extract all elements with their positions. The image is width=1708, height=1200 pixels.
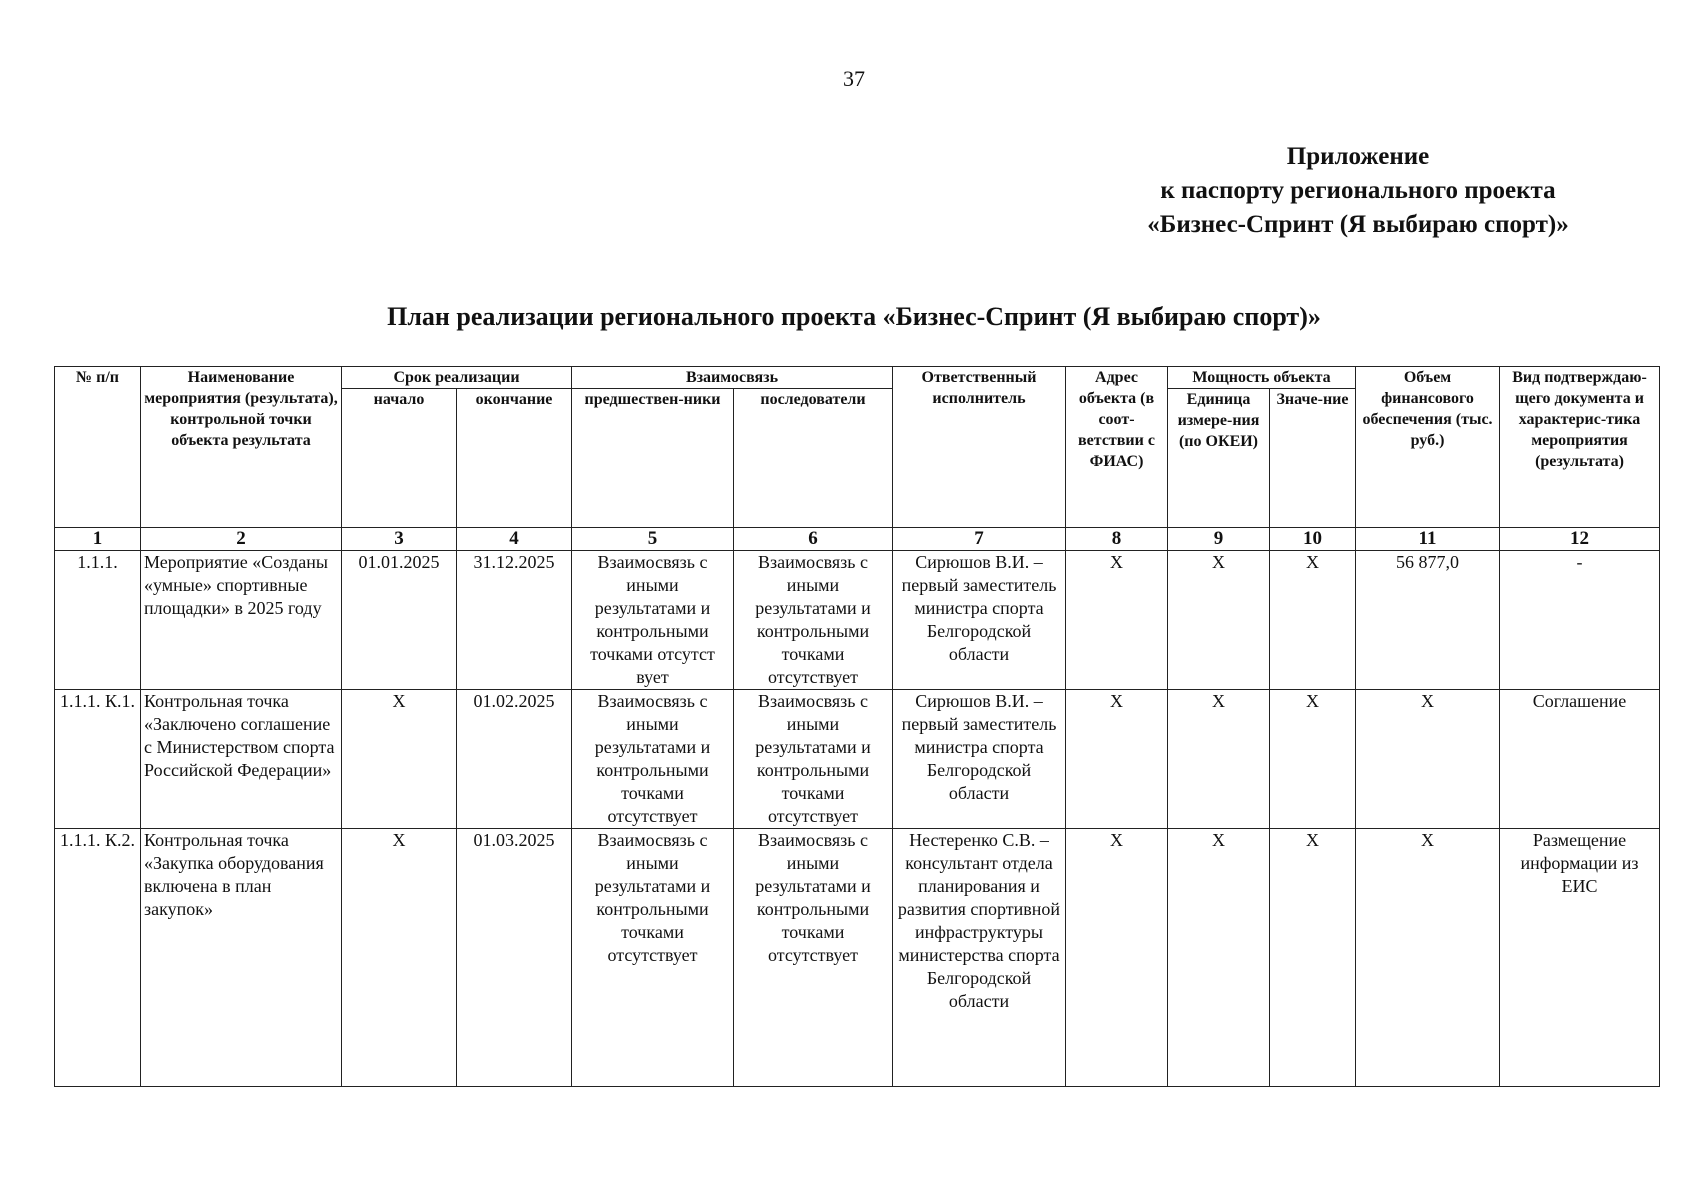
header-responsible: Ответственный исполнитель xyxy=(893,367,1066,528)
cell-address: X xyxy=(1066,829,1168,1087)
header-end: окончание xyxy=(457,389,572,528)
column-number: 9 xyxy=(1168,528,1270,551)
header-name: Наименование мероприятия (результата), контрольной точки объекта результата xyxy=(141,367,342,528)
appendix-heading xyxy=(1098,140,1618,242)
cell-value: X xyxy=(1270,551,1356,690)
header-value: Значе-ние xyxy=(1270,389,1356,528)
cell-end: 01.03.2025 xyxy=(457,829,572,1087)
cell-financing: X xyxy=(1356,690,1500,829)
cell-start: 01.01.2025 xyxy=(342,551,457,690)
column-number: 6 xyxy=(734,528,893,551)
header-capacity: Мощность объекта xyxy=(1168,367,1356,389)
column-number: 7 xyxy=(893,528,1066,551)
cell-document: Размещение информации из ЕИС xyxy=(1500,829,1660,1087)
cell-end: 31.12.2025 xyxy=(457,551,572,690)
cell-address: X xyxy=(1066,690,1168,829)
column-number: 11 xyxy=(1356,528,1500,551)
cell-responsible: Сирюшов В.И. – первый заместитель министра спорта Белгородской области xyxy=(893,551,1066,690)
cell-num: 1.1.1. xyxy=(55,551,141,690)
header-start: начало xyxy=(342,389,457,528)
cell-value: X xyxy=(1270,829,1356,1087)
cell-document: - xyxy=(1500,551,1660,690)
header-num: № п/п xyxy=(55,367,141,528)
header-address: Адрес объекта (в соот-ветствии с ФИАС) xyxy=(1066,367,1168,528)
column-number: 12 xyxy=(1500,528,1660,551)
plan-table xyxy=(54,366,1660,1087)
header-unit: Единица измере-ния (по ОКЕИ) xyxy=(1168,389,1270,528)
header-term: Срок реализации xyxy=(342,367,572,389)
header-link: Взаимосвязь xyxy=(572,367,893,389)
column-number: 1 xyxy=(55,528,141,551)
cell-num: 1.1.1. К.2. xyxy=(55,829,141,1087)
cell-name: Контрольная точка «Заключено соглашение с Министерством спорта Российской Федерации» xyxy=(141,690,342,829)
header-document: Вид подтверждаю-щего документа и характерис-тика мероприятия (результата) xyxy=(1500,367,1660,528)
column-number: 4 xyxy=(457,528,572,551)
cell-predecessors: Взаимосвязь с иными результатами и контрольными точками отсутствует xyxy=(572,690,734,829)
cell-name: Контрольная точка «Закупка оборудования включена в план закупок» xyxy=(141,829,342,1087)
plan-title: План реализации регионального проекта «Бизнес-Спринт (Я выбираю спорт)» xyxy=(387,302,1321,331)
cell-address: X xyxy=(1066,551,1168,690)
cell-name: Мероприятие «Созданы «умные» спортивные площадки» в 2025 году xyxy=(141,551,342,690)
cell-document: Соглашение xyxy=(1500,690,1660,829)
cell-financing: 56 877,0 xyxy=(1356,551,1500,690)
table-row xyxy=(55,829,1660,1087)
cell-unit: X xyxy=(1168,690,1270,829)
header-predecessors: предшествен-ники xyxy=(572,389,734,528)
table-row xyxy=(55,551,1660,690)
cell-predecessors: Взаимосвязь с иными результатами и контрольными точками отсутствует xyxy=(572,829,734,1087)
column-number-row xyxy=(55,528,1660,551)
appendix-line-1: Приложение xyxy=(1286,143,1430,170)
appendix-line-2: к паспорту регионального проекта xyxy=(1160,177,1556,204)
cell-successors: Взаимосвязь с иными результатами и контрольными точками отсутствует xyxy=(734,829,893,1087)
appendix-line-3: «Бизнес-Спринт (Я выбираю спорт)» xyxy=(1147,211,1569,238)
cell-unit: X xyxy=(1168,551,1270,690)
cell-predecessors: Взаимосвязь с иными результатами и контрольными точками отсутст вует xyxy=(572,551,734,690)
cell-unit: X xyxy=(1168,829,1270,1087)
table-row xyxy=(55,690,1660,829)
column-number: 8 xyxy=(1066,528,1168,551)
column-number: 5 xyxy=(572,528,734,551)
cell-value: X xyxy=(1270,690,1356,829)
cell-financing: X xyxy=(1356,829,1500,1087)
column-number: 10 xyxy=(1270,528,1356,551)
cell-end: 01.02.2025 xyxy=(457,690,572,829)
header-successors: последователи xyxy=(734,389,893,528)
cell-num: 1.1.1. К.1. xyxy=(55,690,141,829)
cell-responsible: Сирюшов В.И. – первый заместитель министра спорта Белгородской области xyxy=(893,690,1066,829)
column-number: 2 xyxy=(141,528,342,551)
cell-successors: Взаимосвязь с иными результатами и контрольными точками отсутствует xyxy=(734,551,893,690)
cell-successors: Взаимосвязь с иными результатами и контрольными точками отсутствует xyxy=(734,690,893,829)
column-number: 3 xyxy=(342,528,457,551)
page-number: 37 xyxy=(843,66,865,91)
header-financing: Объем финансового обеспечения (тыс. руб.) xyxy=(1356,367,1500,528)
cell-start: X xyxy=(342,829,457,1087)
header-row-1 xyxy=(55,367,1660,389)
cell-start: X xyxy=(342,690,457,829)
cell-responsible: Нестеренко С.В. – консультант отдела планирования и развития спортивной инфраструктуры министерства спорта Белгородской области xyxy=(893,829,1066,1087)
